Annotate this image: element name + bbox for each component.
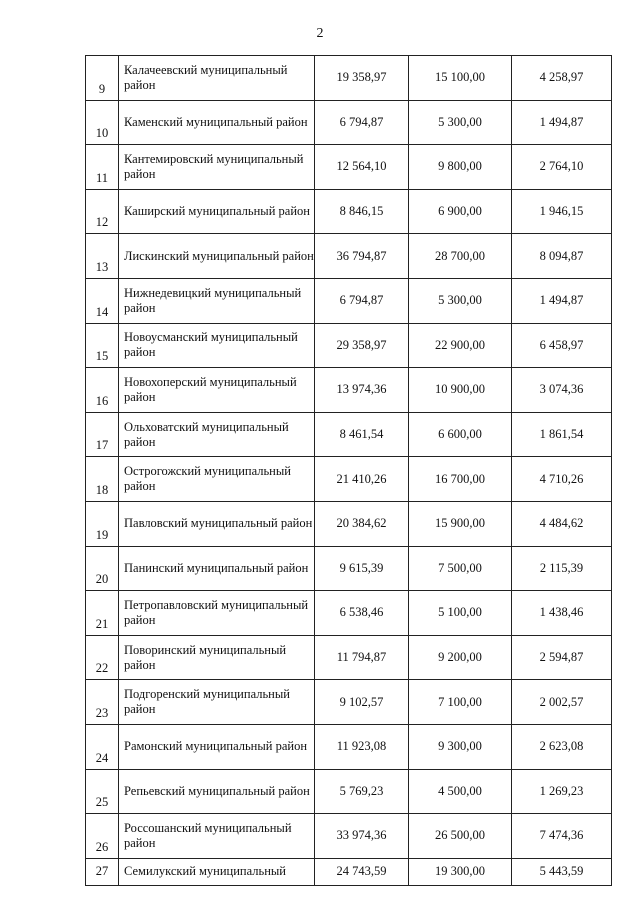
- value-local: 8 094,87: [512, 234, 612, 279]
- district-name: Россошанский муниципальный район: [119, 814, 315, 859]
- row-number: 23: [86, 680, 119, 725]
- value-local: 3 074,36: [512, 368, 612, 413]
- value-subsidy: 5 300,00: [409, 100, 512, 145]
- value-total: 19 358,97: [315, 56, 409, 101]
- district-name: Подгоренский муниципальный район: [119, 680, 315, 725]
- row-number: 14: [86, 278, 119, 323]
- row-number: 18: [86, 457, 119, 502]
- value-local: 4 258,97: [512, 56, 612, 101]
- row-number: 10: [86, 100, 119, 145]
- value-total: 6 794,87: [315, 278, 409, 323]
- row-number: 19: [86, 501, 119, 546]
- value-total: 11 923,08: [315, 724, 409, 769]
- district-name: Каменский муниципальный район: [119, 100, 315, 145]
- value-subsidy: 10 900,00: [409, 368, 512, 413]
- table-row: [86, 769, 612, 814]
- value-total: 11 794,87: [315, 635, 409, 680]
- row-number: 12: [86, 189, 119, 234]
- district-name: Нижнедевицкий муниципальный район: [119, 278, 315, 323]
- district-name: Павловский муниципальный район: [119, 501, 315, 546]
- value-total: 12 564,10: [315, 145, 409, 190]
- row-number: 15: [86, 323, 119, 368]
- district-name: Петропавловский муниципальный район: [119, 591, 315, 636]
- value-local: 4 484,62: [512, 501, 612, 546]
- district-name: Лискинский муниципальный район: [119, 234, 315, 279]
- value-subsidy: 22 900,00: [409, 323, 512, 368]
- value-total: 24 743,59: [315, 858, 409, 885]
- district-name: Новоусманский муниципальный район: [119, 323, 315, 368]
- value-subsidy: 16 700,00: [409, 457, 512, 502]
- district-name: Калачеевский муниципальный район: [119, 56, 315, 101]
- row-number: 16: [86, 368, 119, 413]
- value-local: 7 474,36: [512, 814, 612, 859]
- table-row: [86, 858, 612, 885]
- table-row: [86, 412, 612, 457]
- value-local: 1 438,46: [512, 591, 612, 636]
- district-name: Ольховатский муниципальный район: [119, 412, 315, 457]
- district-name: Семилукский муниципальный: [119, 858, 315, 885]
- table-row: [86, 323, 612, 368]
- value-subsidy: 6 900,00: [409, 189, 512, 234]
- table-row: [86, 189, 612, 234]
- district-name: Острогожский муниципальный район: [119, 457, 315, 502]
- value-total: 5 769,23: [315, 769, 409, 814]
- value-total: 33 974,36: [315, 814, 409, 859]
- value-local: 1 494,87: [512, 100, 612, 145]
- value-total: 8 846,15: [315, 189, 409, 234]
- value-subsidy: 26 500,00: [409, 814, 512, 859]
- district-name: Новохоперский муниципальный район: [119, 368, 315, 413]
- value-subsidy: 5 300,00: [409, 278, 512, 323]
- row-number: 17: [86, 412, 119, 457]
- value-total: 9 102,57: [315, 680, 409, 725]
- value-local: 1 861,54: [512, 412, 612, 457]
- table-row: [86, 234, 612, 279]
- row-number: 21: [86, 591, 119, 636]
- value-subsidy: 9 200,00: [409, 635, 512, 680]
- value-subsidy: 6 600,00: [409, 412, 512, 457]
- table-row: [86, 680, 612, 725]
- table-row: [86, 635, 612, 680]
- table-row: [86, 278, 612, 323]
- table-row: [86, 546, 612, 591]
- value-local: 2 764,10: [512, 145, 612, 190]
- table-row: [86, 457, 612, 502]
- district-name: Репьевский муниципальный район: [119, 769, 315, 814]
- value-local: 2 115,39: [512, 546, 612, 591]
- district-name: Поворинский муниципальный район: [119, 635, 315, 680]
- row-number: 22: [86, 635, 119, 680]
- row-number: 20: [86, 546, 119, 591]
- value-total: 9 615,39: [315, 546, 409, 591]
- value-local: 2 002,57: [512, 680, 612, 725]
- row-number: 11: [86, 145, 119, 190]
- table-row: [86, 591, 612, 636]
- value-total: 36 794,87: [315, 234, 409, 279]
- value-total: 8 461,54: [315, 412, 409, 457]
- district-name: Панинский муниципальный район: [119, 546, 315, 591]
- value-subsidy: 28 700,00: [409, 234, 512, 279]
- row-number: 26: [86, 814, 119, 859]
- value-local: 2 623,08: [512, 724, 612, 769]
- page-number: 2: [316, 26, 324, 41]
- value-local: 1 946,15: [512, 189, 612, 234]
- value-local: 4 710,26: [512, 457, 612, 502]
- table-row: [86, 724, 612, 769]
- row-number: 24: [86, 724, 119, 769]
- table-row: [86, 100, 612, 145]
- district-name: Рамонский муниципальный район: [119, 724, 315, 769]
- value-local: 1 269,23: [512, 769, 612, 814]
- value-subsidy: 15 900,00: [409, 501, 512, 546]
- value-total: 6 538,46: [315, 591, 409, 636]
- value-total: 21 410,26: [315, 457, 409, 502]
- value-subsidy: 4 500,00: [409, 769, 512, 814]
- row-number: 25: [86, 769, 119, 814]
- value-subsidy: 15 100,00: [409, 56, 512, 101]
- budget-table: [85, 55, 612, 886]
- table-row: [86, 501, 612, 546]
- row-number: 13: [86, 234, 119, 279]
- value-total: 13 974,36: [315, 368, 409, 413]
- value-subsidy: 5 100,00: [409, 591, 512, 636]
- value-total: 29 358,97: [315, 323, 409, 368]
- value-subsidy: 7 500,00: [409, 546, 512, 591]
- table-row: [86, 368, 612, 413]
- value-local: 5 443,59: [512, 858, 612, 885]
- district-name: Каширский муниципальный район: [119, 189, 315, 234]
- table-row: [86, 145, 612, 190]
- row-number: 9: [86, 56, 119, 101]
- value-subsidy: 19 300,00: [409, 858, 512, 885]
- value-total: 20 384,62: [315, 501, 409, 546]
- value-total: 6 794,87: [315, 100, 409, 145]
- value-local: 2 594,87: [512, 635, 612, 680]
- value-local: 6 458,97: [512, 323, 612, 368]
- table-row: [86, 56, 612, 101]
- table-row: [86, 814, 612, 859]
- value-subsidy: 9 800,00: [409, 145, 512, 190]
- value-local: 1 494,87: [512, 278, 612, 323]
- row-number: 27: [86, 858, 119, 885]
- district-name: Кантемировский муниципальный район: [119, 145, 315, 190]
- value-subsidy: 9 300,00: [409, 724, 512, 769]
- value-subsidy: 7 100,00: [409, 680, 512, 725]
- table-body: [86, 56, 612, 886]
